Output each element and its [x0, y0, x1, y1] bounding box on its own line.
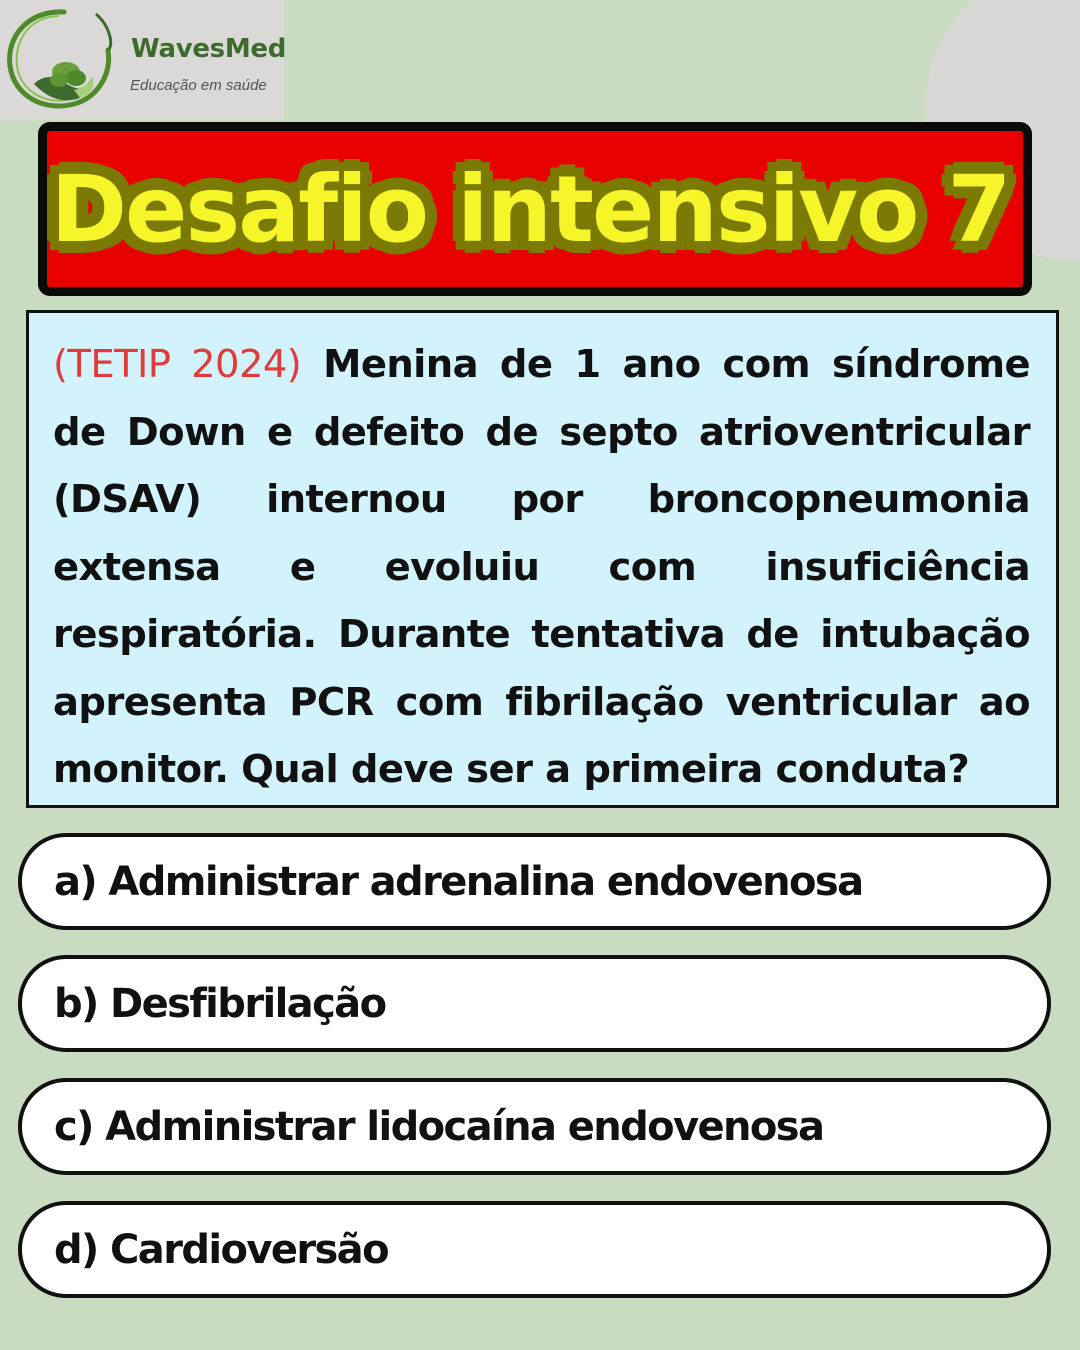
option-c-label: c) Administrar lidocaína endovenosa [54, 1103, 824, 1150]
brand-tagline: Educação em saúde [130, 77, 267, 94]
brand-name: WavesMed [131, 34, 287, 64]
challenge-title-banner [38, 122, 1032, 296]
question-text-block [53, 331, 1030, 804]
brand-logo [0, 0, 287, 120]
question-card [26, 310, 1059, 808]
waves-logo-icon [4, 6, 114, 114]
option-d-label: d) Cardioversão [54, 1226, 388, 1273]
option-a[interactable] [18, 833, 1051, 930]
option-b-label: b) Desfibrilação [54, 980, 386, 1027]
option-c[interactable] [18, 1078, 1051, 1175]
option-b[interactable] [18, 955, 1051, 1052]
option-a-label: a) Administrar adrenalina endovenosa [54, 858, 863, 905]
question-source: (TETIP 2024) [53, 342, 302, 387]
option-d[interactable] [18, 1201, 1051, 1298]
question-body: Menina de 1 ano com síndrome de Down e defeito de septo atrioventricular (DSAV) internou por broncopneumonia extensa e evoluiu com insuficiência respiratória. Durante tentativa de intubação apresenta PCR com fibrilação ventricular ao monitor. Qual deve ser a primeira conduta? [53, 342, 1030, 792]
challenge-title: Desafio intensivo 7 [50, 155, 1010, 263]
